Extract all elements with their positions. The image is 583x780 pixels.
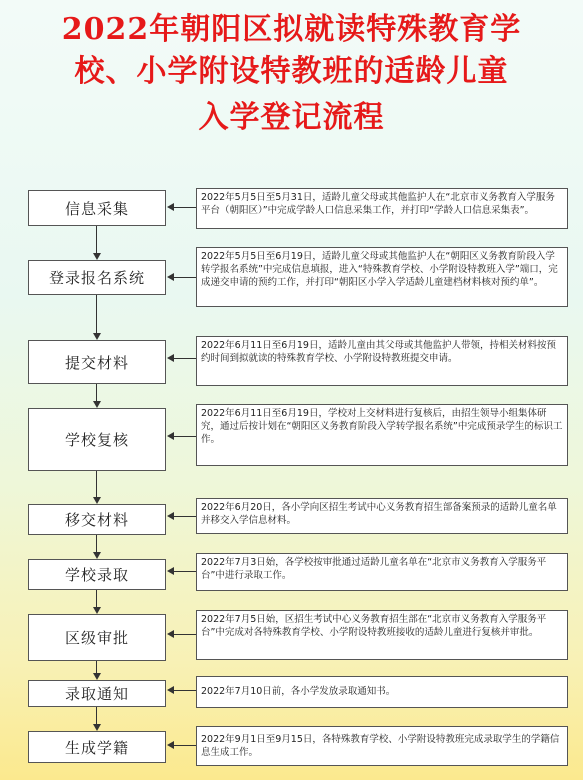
step-note: 2022年5月5日至6月19日，适龄儿童父母或其他监护人在“朝阳区义务教育阶段入学转学报名系统”中完成信息填报，进入“特殊教育学校、小学附设特教班入学”端口，完成递交申请的预约工作，并打印“朝阳区小学入学适龄儿童建档材料核对预约单”。 xyxy=(196,247,568,307)
connector-line xyxy=(96,590,97,607)
connector-line xyxy=(174,634,196,635)
step-note: 2022年7月3日始，各学校按审批通过适龄儿童名单在“北京市义务教育入学服务平台”中进行录取工作。 xyxy=(196,553,568,591)
step-note: 2022年6月11日至6月19日，学校对上交材料进行复核后，由招生领导小组集体研究，通过后按计划在“朝阳区义务教育阶段入学转学报名系统”中完成预录学生的标识工作。 xyxy=(196,404,568,466)
step-box: 移交材料 xyxy=(28,504,166,535)
step-box: 区级审批 xyxy=(28,614,166,661)
down-arrow-icon xyxy=(93,333,101,340)
connector-line xyxy=(174,358,196,359)
left-arrow-icon xyxy=(167,686,174,694)
down-arrow-icon xyxy=(93,253,101,260)
connector-line xyxy=(174,516,196,517)
left-arrow-icon xyxy=(167,432,174,440)
left-arrow-icon xyxy=(167,741,174,749)
left-arrow-icon xyxy=(167,354,174,362)
connector-line xyxy=(174,690,196,691)
step-box: 录取通知 xyxy=(28,680,166,707)
step-note: 2022年7月5日始，区招生考试中心义务教育招生部在“北京市义务教育入学服务平台”中完成对各特殊教育学校、小学附设特教班接收的适龄儿童进行复核并审批。 xyxy=(196,610,568,660)
step-box: 信息采集 xyxy=(28,190,166,226)
left-arrow-icon xyxy=(167,567,174,575)
step-box: 提交材料 xyxy=(28,340,166,384)
left-arrow-icon xyxy=(167,630,174,638)
down-arrow-icon xyxy=(93,552,101,559)
down-arrow-icon xyxy=(93,401,101,408)
title-line-2: 校、小学附设特教班的适龄儿童 xyxy=(74,54,509,89)
step-note: 2022年9月1日至9月15日，各特殊教育学校、小学附设特教班完成录取学生的学籍信息生成工作。 xyxy=(196,726,568,766)
connector-line xyxy=(96,226,97,253)
connector-line xyxy=(174,571,196,572)
connector-line xyxy=(174,207,196,208)
connector-line xyxy=(174,277,196,278)
down-arrow-icon xyxy=(93,607,101,614)
connector-line xyxy=(96,661,97,673)
step-box: 生成学籍 xyxy=(28,731,166,763)
title-line-3: 入学登记流程 xyxy=(198,100,385,135)
step-note: 2022年7月10日前，各小学发放录取通知书。 xyxy=(196,676,568,708)
down-arrow-icon xyxy=(93,673,101,680)
connector-line xyxy=(96,384,97,401)
step-note: 2022年5月5日至5月31日，适龄儿童父母或其他监护人在“北京市义务教育入学服务平台（朝阳区）”中完成学龄人口信息采集工作，并打印“学龄人口信息采集表”。 xyxy=(196,188,568,229)
step-note: 2022年6月11日至6月19日，适龄儿童由其父母或其他监护人带领，持相关材料按预约时间到拟就读的特殊教育学校、小学附设特教班提交申请。 xyxy=(196,336,568,386)
left-arrow-icon xyxy=(167,512,174,520)
connector-line xyxy=(174,436,196,437)
step-box: 登录报名系统 xyxy=(28,260,166,295)
left-arrow-icon xyxy=(167,273,174,281)
connector-line xyxy=(96,471,97,497)
left-arrow-icon xyxy=(167,203,174,211)
connector-line xyxy=(96,535,97,552)
connector-line xyxy=(174,745,196,746)
connector-line xyxy=(96,707,97,724)
down-arrow-icon xyxy=(93,724,101,731)
connector-line xyxy=(96,295,97,333)
step-box: 学校录取 xyxy=(28,559,166,590)
title-line-1: 2022年朝阳区拟就读特殊教育学 xyxy=(61,12,522,47)
step-note: 2022年6月20日，各小学向区招生考试中心义务教育招生部备案预录的适龄儿童名单并移交入学信息材料。 xyxy=(196,498,568,534)
step-box: 学校复核 xyxy=(28,408,166,471)
down-arrow-icon xyxy=(93,497,101,504)
